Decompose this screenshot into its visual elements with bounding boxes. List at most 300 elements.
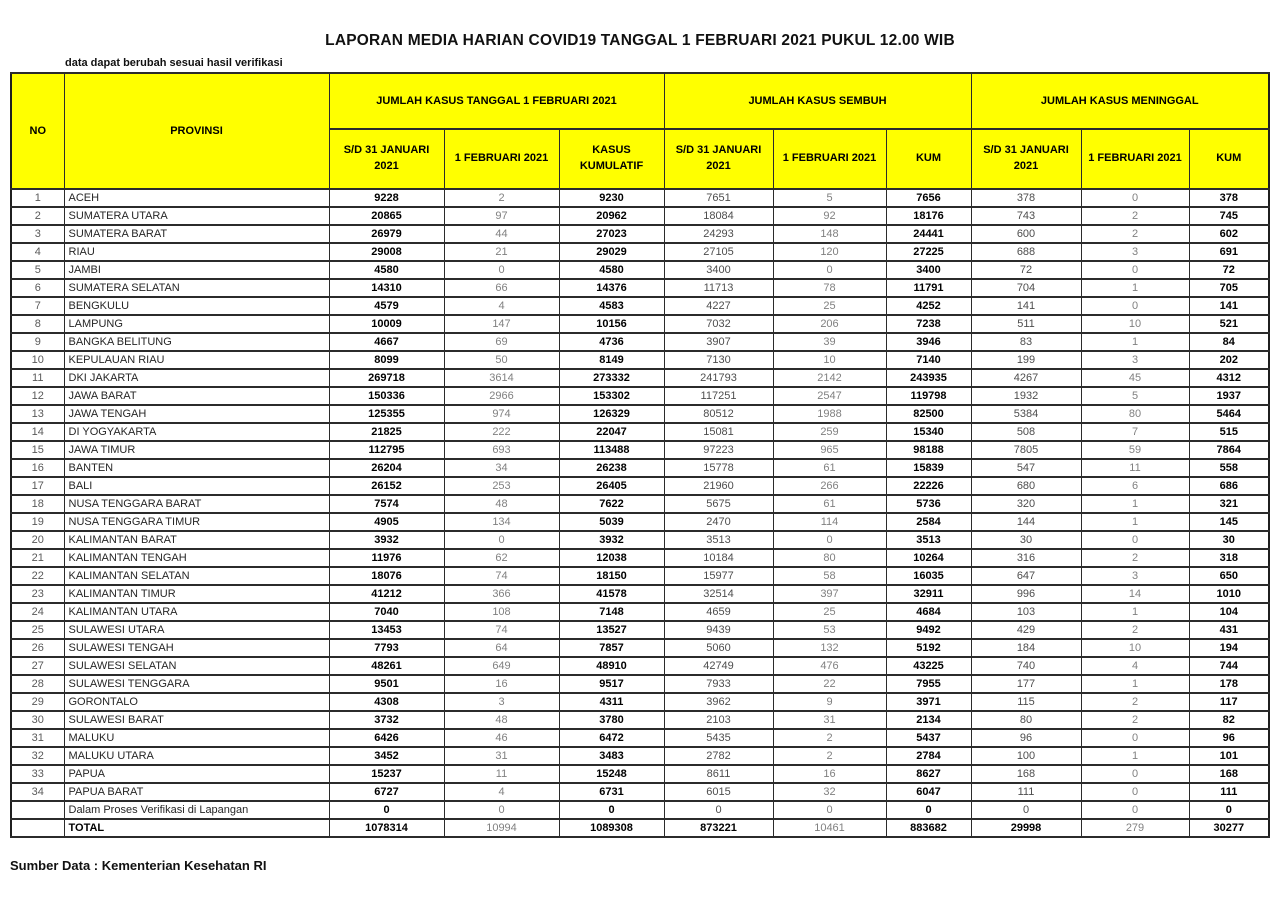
cell-value: 168 <box>1189 765 1269 783</box>
cell-value: 2 <box>444 189 559 207</box>
cell-value: 10009 <box>329 315 444 333</box>
cell-value: 31 <box>773 711 886 729</box>
cell-value: 508 <box>971 423 1081 441</box>
cell-no: 22 <box>11 567 64 585</box>
cell-provinsi: BENGKULU <box>64 297 329 315</box>
cell-value: 4 <box>1081 657 1189 675</box>
cell-value: 7622 <box>559 495 664 513</box>
cell-value: 745 <box>1189 207 1269 225</box>
cell-value: 78 <box>773 279 886 297</box>
cell-value: 10156 <box>559 315 664 333</box>
cell-value: 53 <box>773 621 886 639</box>
cell-provinsi: ACEH <box>64 189 329 207</box>
table-row <box>11 387 1269 405</box>
table-row <box>11 693 1269 711</box>
cell-value: 4312 <box>1189 369 1269 387</box>
table-row <box>11 351 1269 369</box>
cell-value: 2 <box>1081 207 1189 225</box>
cell-value: 66 <box>444 279 559 297</box>
cell-value: 2547 <box>773 387 886 405</box>
cell-value: 104 <box>1189 603 1269 621</box>
header-group-row <box>11 73 1269 129</box>
cell-no: 3 <box>11 225 64 243</box>
cell-no: 19 <box>11 513 64 531</box>
cell-value: 6727 <box>329 783 444 801</box>
cell-value: 11 <box>444 765 559 783</box>
cell-provinsi: SUMATERA SELATAN <box>64 279 329 297</box>
cell-value: 16035 <box>886 567 971 585</box>
cell-value: 21825 <box>329 423 444 441</box>
cell-provinsi: SUMATERA UTARA <box>64 207 329 225</box>
table-row <box>11 675 1269 693</box>
cell-value: 144 <box>971 513 1081 531</box>
cell-value: 0 <box>773 261 886 279</box>
cell-value: 29029 <box>559 243 664 261</box>
cell-value: 0 <box>773 801 886 819</box>
cell-value: 705 <box>1189 279 1269 297</box>
cell-value: 5464 <box>1189 405 1269 423</box>
table-row <box>11 261 1269 279</box>
cell-value: 100 <box>971 747 1081 765</box>
cell-value: 4684 <box>886 603 971 621</box>
cell-value: 6426 <box>329 729 444 747</box>
cell-value: 5736 <box>886 495 971 513</box>
cell-value: 743 <box>971 207 1081 225</box>
cell-value: 5384 <box>971 405 1081 423</box>
cell-value: 3 <box>444 693 559 711</box>
cell-value: 13527 <box>559 621 664 639</box>
cell-value: 20962 <box>559 207 664 225</box>
cell-value: 202 <box>1189 351 1269 369</box>
cell-value: 7864 <box>1189 441 1269 459</box>
cell-value: 10 <box>773 351 886 369</box>
cell-value: 600 <box>971 225 1081 243</box>
cell-value: 2103 <box>664 711 773 729</box>
table-row <box>11 225 1269 243</box>
report-title: LAPORAN MEDIA HARIAN COVID19 TANGGAL 1 FEBRUARI 2021 PUKUL 12.00 WIB <box>325 32 955 49</box>
cell-value: 64 <box>444 639 559 657</box>
cell-value: 96 <box>1189 729 1269 747</box>
cell-provinsi: JAWA TIMUR <box>64 441 329 459</box>
cell-value: 45 <box>1081 369 1189 387</box>
cell-value: 92 <box>773 207 886 225</box>
covid-report-table <box>10 72 1270 838</box>
cell-value: 178 <box>1189 675 1269 693</box>
cell-value: 14310 <box>329 279 444 297</box>
cell-provinsi: SULAWESI SELATAN <box>64 657 329 675</box>
cell-value: 1 <box>1081 495 1189 513</box>
cell-value: 243935 <box>886 369 971 387</box>
cell-value: 688 <box>971 243 1081 261</box>
cell-provinsi: SUMATERA BARAT <box>64 225 329 243</box>
cell-value: 7140 <box>886 351 971 369</box>
cell-value: 114 <box>773 513 886 531</box>
cell-value: 602 <box>1189 225 1269 243</box>
cell-value: 273332 <box>559 369 664 387</box>
cell-value: 6 <box>1081 477 1189 495</box>
cell-value: 177 <box>971 675 1081 693</box>
cell-value: 80 <box>971 711 1081 729</box>
cell-value: 10264 <box>886 549 971 567</box>
cell-value: 429 <box>971 621 1081 639</box>
cell-value: 22 <box>773 675 886 693</box>
cell-value: 26152 <box>329 477 444 495</box>
cell-value: 41578 <box>559 585 664 603</box>
cell-no: 27 <box>11 657 64 675</box>
cell-no: 31 <box>11 729 64 747</box>
cell-value: 80 <box>773 549 886 567</box>
cell-value: 5060 <box>664 639 773 657</box>
cell-value: 3780 <box>559 711 664 729</box>
cell-value: 26204 <box>329 459 444 477</box>
cell-no: 10 <box>11 351 64 369</box>
cell-value: 1 <box>1081 603 1189 621</box>
cell-value: 1089308 <box>559 819 664 837</box>
cell-value: 8611 <box>664 765 773 783</box>
cell-value: 1 <box>1081 513 1189 531</box>
cell-value: 0 <box>1081 801 1189 819</box>
cell-value: 558 <box>1189 459 1269 477</box>
cell-value: 103 <box>971 603 1081 621</box>
cell-value: 11 <box>1081 459 1189 477</box>
cell-value: 5039 <box>559 513 664 531</box>
cell-value: 18084 <box>664 207 773 225</box>
cell-value: 39 <box>773 333 886 351</box>
cell-no: 9 <box>11 333 64 351</box>
cell-value: 3732 <box>329 711 444 729</box>
cell-value: 521 <box>1189 315 1269 333</box>
cell-value: 704 <box>971 279 1081 297</box>
cell-value: 15340 <box>886 423 971 441</box>
cell-value: 18150 <box>559 567 664 585</box>
cell-value: 150336 <box>329 387 444 405</box>
cell-value: 125355 <box>329 405 444 423</box>
table-row <box>11 297 1269 315</box>
cell-value: 2 <box>773 747 886 765</box>
cell-value: 431 <box>1189 621 1269 639</box>
cell-provinsi: DKI JAKARTA <box>64 369 329 387</box>
cell-value: 147 <box>444 315 559 333</box>
cell-value: 11713 <box>664 279 773 297</box>
cell-value: 2 <box>1081 549 1189 567</box>
table-row <box>11 765 1269 783</box>
cell-value: 9 <box>773 693 886 711</box>
cell-value: 9501 <box>329 675 444 693</box>
cell-value: 27105 <box>664 243 773 261</box>
cell-value: 27023 <box>559 225 664 243</box>
table-row <box>11 315 1269 333</box>
cell-value: 26238 <box>559 459 664 477</box>
cell-value: 5192 <box>886 639 971 657</box>
cell-value: 10461 <box>773 819 886 837</box>
col-header-sembuh-kum: KUM <box>886 129 971 189</box>
cell-provinsi: BANGKA BELITUNG <box>64 333 329 351</box>
cell-value: 996 <box>971 585 1081 603</box>
table-row <box>11 783 1269 801</box>
cell-value: 4580 <box>559 261 664 279</box>
cell-value: 5435 <box>664 729 773 747</box>
cell-value: 2 <box>1081 711 1189 729</box>
cell-provinsi: JAWA TENGAH <box>64 405 329 423</box>
cell-value: 6472 <box>559 729 664 747</box>
cell-value: 3 <box>1081 567 1189 585</box>
cell-no: 23 <box>11 585 64 603</box>
cell-value: 29998 <box>971 819 1081 837</box>
cell-value: 5 <box>773 189 886 207</box>
cell-value: 3932 <box>329 531 444 549</box>
cell-value: 0 <box>664 801 773 819</box>
cell-value: 883682 <box>886 819 971 837</box>
cell-value: 4580 <box>329 261 444 279</box>
cell-value: 259 <box>773 423 886 441</box>
cell-value: 21960 <box>664 477 773 495</box>
cell-value: 43225 <box>886 657 971 675</box>
cell-no: 11 <box>11 369 64 387</box>
cell-value: 650 <box>1189 567 1269 585</box>
cell-value: 30 <box>971 531 1081 549</box>
cell-value: 74 <box>444 567 559 585</box>
cell-value: 14 <box>1081 585 1189 603</box>
table-row <box>11 243 1269 261</box>
cell-value: 111 <box>1189 783 1269 801</box>
cell-no <box>11 819 64 837</box>
cell-value: 4 <box>444 783 559 801</box>
cell-value: 3400 <box>886 261 971 279</box>
cell-value: 42749 <box>664 657 773 675</box>
report-page <box>0 32 1280 901</box>
cell-value: 3907 <box>664 333 773 351</box>
cell-value: 2470 <box>664 513 773 531</box>
cell-value: 26979 <box>329 225 444 243</box>
cell-value: 96 <box>971 729 1081 747</box>
cell-value: 7857 <box>559 639 664 657</box>
cell-value: 117251 <box>664 387 773 405</box>
cell-value: 7032 <box>664 315 773 333</box>
cell-value: 29008 <box>329 243 444 261</box>
cell-value: 7651 <box>664 189 773 207</box>
cell-no: 15 <box>11 441 64 459</box>
col-header-no: NO <box>11 73 64 189</box>
cell-value: 1010 <box>1189 585 1269 603</box>
cell-value: 4583 <box>559 297 664 315</box>
cell-value: 7148 <box>559 603 664 621</box>
cell-provinsi: NUSA TENGGARA TIMUR <box>64 513 329 531</box>
cell-provinsi: KALIMANTAN TIMUR <box>64 585 329 603</box>
cell-value: 3452 <box>329 747 444 765</box>
cell-value: 3400 <box>664 261 773 279</box>
cell-value: 61 <box>773 459 886 477</box>
cell-value: 1 <box>1081 279 1189 297</box>
cell-value: 62 <box>444 549 559 567</box>
cell-value: 9230 <box>559 189 664 207</box>
table-row <box>11 405 1269 423</box>
cell-value: 15778 <box>664 459 773 477</box>
cell-value: 0 <box>773 531 886 549</box>
cell-value: 10994 <box>444 819 559 837</box>
cell-value: 4252 <box>886 297 971 315</box>
cell-no: 17 <box>11 477 64 495</box>
cell-value: 3513 <box>886 531 971 549</box>
cell-value: 11976 <box>329 549 444 567</box>
cell-value: 80 <box>1081 405 1189 423</box>
cell-value: 0 <box>444 261 559 279</box>
cell-value: 12038 <box>559 549 664 567</box>
cell-provinsi: MALUKU <box>64 729 329 747</box>
cell-value: 547 <box>971 459 1081 477</box>
cell-provinsi: JAMBI <box>64 261 329 279</box>
cell-value: 8627 <box>886 765 971 783</box>
cell-value: 74 <box>444 621 559 639</box>
cell-value: 48 <box>444 495 559 513</box>
table-row <box>11 585 1269 603</box>
table-body <box>11 189 1269 837</box>
cell-value: 5437 <box>886 729 971 747</box>
cell-provinsi: LAMPUNG <box>64 315 329 333</box>
cell-no: 20 <box>11 531 64 549</box>
cell-value: 318 <box>1189 549 1269 567</box>
cell-no: 8 <box>11 315 64 333</box>
cell-value: 3614 <box>444 369 559 387</box>
cell-provinsi: NUSA TENGGARA BARAT <box>64 495 329 513</box>
cell-value: 0 <box>1081 261 1189 279</box>
cell-provinsi: KALIMANTAN UTARA <box>64 603 329 621</box>
cell-no: 32 <box>11 747 64 765</box>
table-row <box>11 531 1269 549</box>
cell-provinsi: SULAWESI UTARA <box>64 621 329 639</box>
cell-value: 141 <box>971 297 1081 315</box>
cell-value: 32911 <box>886 585 971 603</box>
cell-no: 16 <box>11 459 64 477</box>
col-header-provinsi: PROVINSI <box>64 73 329 189</box>
col-header-meninggal-1feb: 1 FEBRUARI 2021 <box>1081 129 1189 189</box>
col-header-sembuh-sd31jan: S/D 31 JANUARI 2021 <box>664 129 773 189</box>
cell-no: 21 <box>11 549 64 567</box>
cell-provinsi: KEPULAUAN RIAU <box>64 351 329 369</box>
cell-value: 31 <box>444 747 559 765</box>
report-disclaimer: data dapat berubah sesuai hasil verifikasi <box>65 57 283 69</box>
cell-value: 148 <box>773 225 886 243</box>
cell-value: 82 <box>1189 711 1269 729</box>
table-row <box>11 513 1269 531</box>
cell-value: 22047 <box>559 423 664 441</box>
total-row <box>11 819 1269 837</box>
cell-value: 34 <box>444 459 559 477</box>
cell-value: 1 <box>1081 333 1189 351</box>
cell-value: 476 <box>773 657 886 675</box>
cell-value: 58 <box>773 567 886 585</box>
cell-value: 25 <box>773 297 886 315</box>
cell-provinsi: Dalam Proses Verifikasi di Lapangan <box>64 801 329 819</box>
cell-provinsi: JAWA BARAT <box>64 387 329 405</box>
source-note: Sumber Data : Kementerian Kesehatan RI <box>10 858 267 873</box>
cell-value: 24293 <box>664 225 773 243</box>
cell-value: 7574 <box>329 495 444 513</box>
cell-no: 14 <box>11 423 64 441</box>
col-group-kasus: JUMLAH KASUS TANGGAL 1 FEBRUARI 2021 <box>329 73 664 129</box>
cell-value: 3 <box>1081 351 1189 369</box>
cell-value: 3962 <box>664 693 773 711</box>
cell-value: 153302 <box>559 387 664 405</box>
cell-provinsi: PAPUA BARAT <box>64 783 329 801</box>
cell-value: 7805 <box>971 441 1081 459</box>
cell-value: 0 <box>559 801 664 819</box>
cell-value: 253 <box>444 477 559 495</box>
cell-value: 686 <box>1189 477 1269 495</box>
cell-value: 378 <box>1189 189 1269 207</box>
cell-no: 28 <box>11 675 64 693</box>
cell-no: 7 <box>11 297 64 315</box>
cell-value: 30277 <box>1189 819 1269 837</box>
cell-value: 316 <box>971 549 1081 567</box>
cell-value: 117 <box>1189 693 1269 711</box>
cell-value: 241793 <box>664 369 773 387</box>
cell-provinsi: KALIMANTAN BARAT <box>64 531 329 549</box>
cell-value: 0 <box>444 801 559 819</box>
cell-value: 649 <box>444 657 559 675</box>
cell-value: 3483 <box>559 747 664 765</box>
cell-value: 1937 <box>1189 387 1269 405</box>
verification-row <box>11 801 1269 819</box>
cell-value: 134 <box>444 513 559 531</box>
cell-value: 1 <box>1081 747 1189 765</box>
table-row <box>11 639 1269 657</box>
cell-value: 72 <box>1189 261 1269 279</box>
cell-value: 279 <box>1081 819 1189 837</box>
cell-provinsi: SULAWESI BARAT <box>64 711 329 729</box>
cell-value: 82500 <box>886 405 971 423</box>
table-row <box>11 279 1269 297</box>
cell-value: 13453 <box>329 621 444 639</box>
cell-value: 2142 <box>773 369 886 387</box>
cell-no: 1 <box>11 189 64 207</box>
cell-value: 2134 <box>886 711 971 729</box>
cell-value: 515 <box>1189 423 1269 441</box>
cell-value: 511 <box>971 315 1081 333</box>
cell-value: 199 <box>971 351 1081 369</box>
cell-provinsi: BANTEN <box>64 459 329 477</box>
cell-no: 4 <box>11 243 64 261</box>
cell-no: 13 <box>11 405 64 423</box>
cell-value: 119798 <box>886 387 971 405</box>
cell-provinsi: PAPUA <box>64 765 329 783</box>
cell-value: 97 <box>444 207 559 225</box>
cell-value: 4659 <box>664 603 773 621</box>
cell-value: 30 <box>1189 531 1269 549</box>
cell-value: 111 <box>971 783 1081 801</box>
cell-value: 4 <box>444 297 559 315</box>
cell-value: 0 <box>444 531 559 549</box>
cell-value: 46 <box>444 729 559 747</box>
cell-value: 108 <box>444 603 559 621</box>
cell-value: 4311 <box>559 693 664 711</box>
cell-value: 9492 <box>886 621 971 639</box>
cell-value: 15977 <box>664 567 773 585</box>
cell-value: 84 <box>1189 333 1269 351</box>
cell-value: 4905 <box>329 513 444 531</box>
cell-value: 397 <box>773 585 886 603</box>
cell-value: 16 <box>444 675 559 693</box>
cell-value: 112795 <box>329 441 444 459</box>
table-row <box>11 441 1269 459</box>
cell-provinsi: TOTAL <box>64 819 329 837</box>
cell-value: 680 <box>971 477 1081 495</box>
table-row <box>11 621 1269 639</box>
cell-value: 6015 <box>664 783 773 801</box>
cell-value: 7955 <box>886 675 971 693</box>
cell-value: 115 <box>971 693 1081 711</box>
cell-value: 3 <box>1081 243 1189 261</box>
cell-value: 22226 <box>886 477 971 495</box>
